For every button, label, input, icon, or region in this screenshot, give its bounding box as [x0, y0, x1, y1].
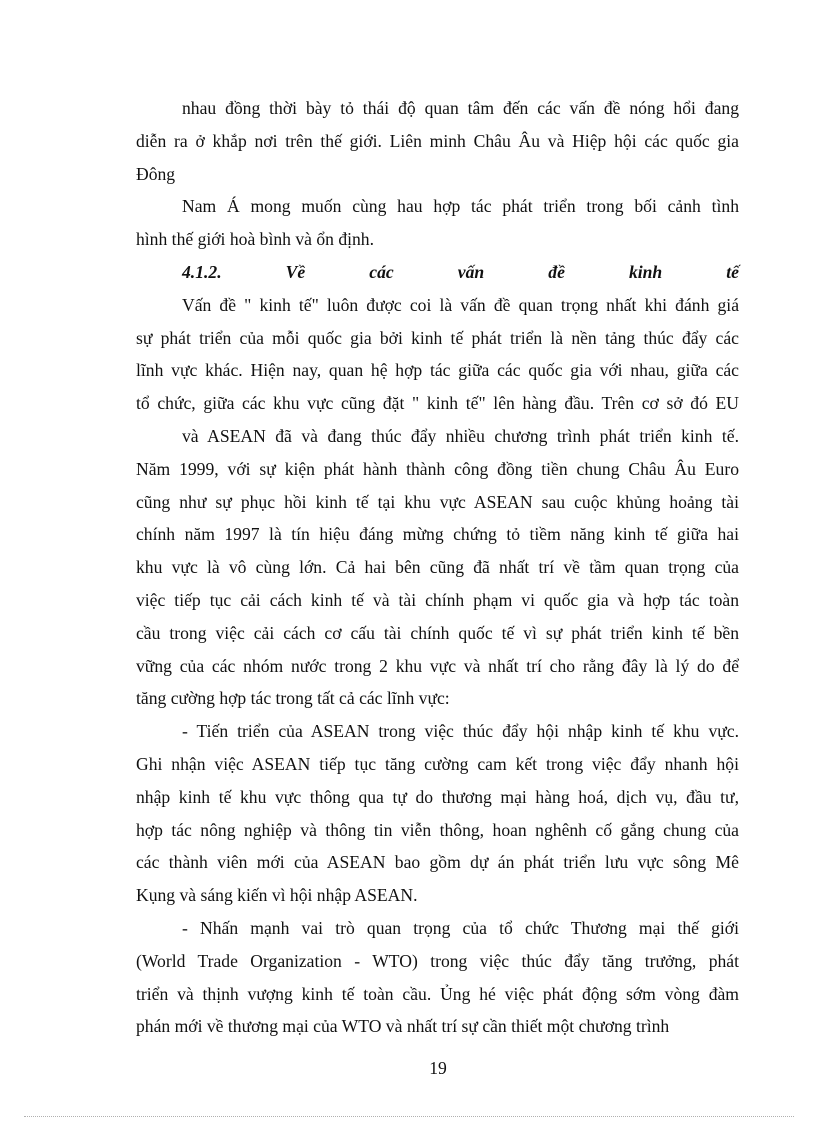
text-line: Kụng và sáng kiến vì hội nhập ASEAN. — [136, 885, 418, 906]
text-line: tổ chức, giữa các khu vực cũng đặt " kinh tế" lên hàng đầu. Trên cơ sở đó EU — [136, 393, 739, 414]
text-line: hình thế giới hoà bình và ổn định. — [136, 229, 374, 250]
text-line: triển và thịnh vượng kinh tế toàn cầu. Ủng hé việc phát động sớm vòng đàm — [136, 983, 739, 1004]
text-line: - Nhấn mạnh vai trò quan trọng của tổ chức Thương mại thế giới — [182, 917, 739, 938]
text-line: lĩnh vực khác. Hiện nay, quan hệ hợp tác giữa các quốc gia với nhau, giữa các — [136, 360, 739, 381]
text-line: Vấn đề " kinh tế" luôn được coi là vấn đề quan trọng nhất khi đánh giá — [182, 294, 739, 315]
text-line: - Tiến triển của ASEAN trong việc thúc đẩy hội nhập kinh tế khu vực. — [182, 721, 739, 742]
text-line: Đông — [136, 163, 176, 184]
text-line: chính năm 1997 là tín hiệu đáng mừng chứng tỏ tiềm năng kinh tế giữa hai — [136, 524, 739, 545]
intro-paragraphs — [136, 92, 739, 256]
text-line: cũng như sự phục hồi kinh tế tại khu vực ASEAN sau cuộc khủng hoảng tài — [136, 491, 739, 512]
text-line: việc tiếp tục cải cách kinh tế và tài chính phạm vi quốc gia và hợp tác toàn — [136, 589, 739, 610]
text-line: Năm 1999, với sự kiện phát hành thành công đồng tiền chung Châu Âu Euro — [136, 458, 739, 479]
heading-word: 4.1.2. — [182, 261, 222, 282]
section-heading — [136, 256, 739, 289]
heading-word: đề — [548, 261, 565, 282]
heading-word: các — [369, 261, 394, 282]
text-line: khu vực là vô cùng lớn. Cả hai bên cũng đã nhất trí về tầm quan trọng của — [136, 557, 739, 578]
text-line: nhập kinh tế khu vực thông qua tự do thương mại hàng hoá, dịch vụ, đầu tư, — [136, 786, 739, 807]
heading-word: vấn — [457, 261, 485, 282]
text-line: diễn ra ở khắp nơi trên thế giới. Liên minh Châu Âu và Hiệp hội các quốc gia — [136, 130, 739, 151]
text-line: sự phát triển của mỗi quốc gia bởi kinh tế phát triển là nền tảng thúc đẩy các — [136, 327, 739, 348]
text-line: và ASEAN đã và đang thúc đẩy nhiều chương trình phát triển kinh tế. — [182, 425, 739, 446]
text-line: Nam Á mong muốn cùng hau hợp tác phát triển trong bối cảnh tình — [182, 196, 739, 217]
document-body — [136, 92, 739, 1043]
section-body — [136, 289, 739, 1043]
text-line: cầu trong việc cải cách cơ cấu tài chính quốc tế vì sự phát triển kinh tế bền — [136, 622, 739, 643]
footer-divider — [24, 1116, 794, 1117]
text-line: nhau đồng thời bày tỏ thái độ quan tâm đến các vấn đề nóng hổi đang — [182, 98, 739, 118]
heading-word: Về — [285, 261, 306, 282]
heading-word: tế — [726, 261, 739, 282]
heading-word: kinh — [628, 261, 663, 282]
text-line: các thành viên mới của ASEAN bao gồm dự án phát triển lưu vực sông Mê — [136, 852, 739, 873]
text-line: tăng cường hợp tác trong tất cả các lĩnh vực: — [136, 688, 450, 709]
page-number: 19 — [429, 1058, 447, 1078]
text-line: vững của các nhóm nước trong 2 khu vực và nhất trí cho rằng đây là lý do để — [136, 655, 739, 676]
text-line: Ghi nhận việc ASEAN tiếp tục tăng cường cam kết trong việc đẩy nhanh hội — [136, 753, 739, 774]
text-line: (World Trade Organization - WTO) trong việc thúc đẩy tăng trưởng, phát — [136, 950, 739, 971]
text-line: phán mới về thương mại của WTO và nhất trí sự cần thiết một chương trình — [136, 1016, 670, 1037]
text-line: hợp tác nông nghiệp và thông tin viễn thông, hoan nghênh cố gắng chung của — [136, 819, 739, 840]
